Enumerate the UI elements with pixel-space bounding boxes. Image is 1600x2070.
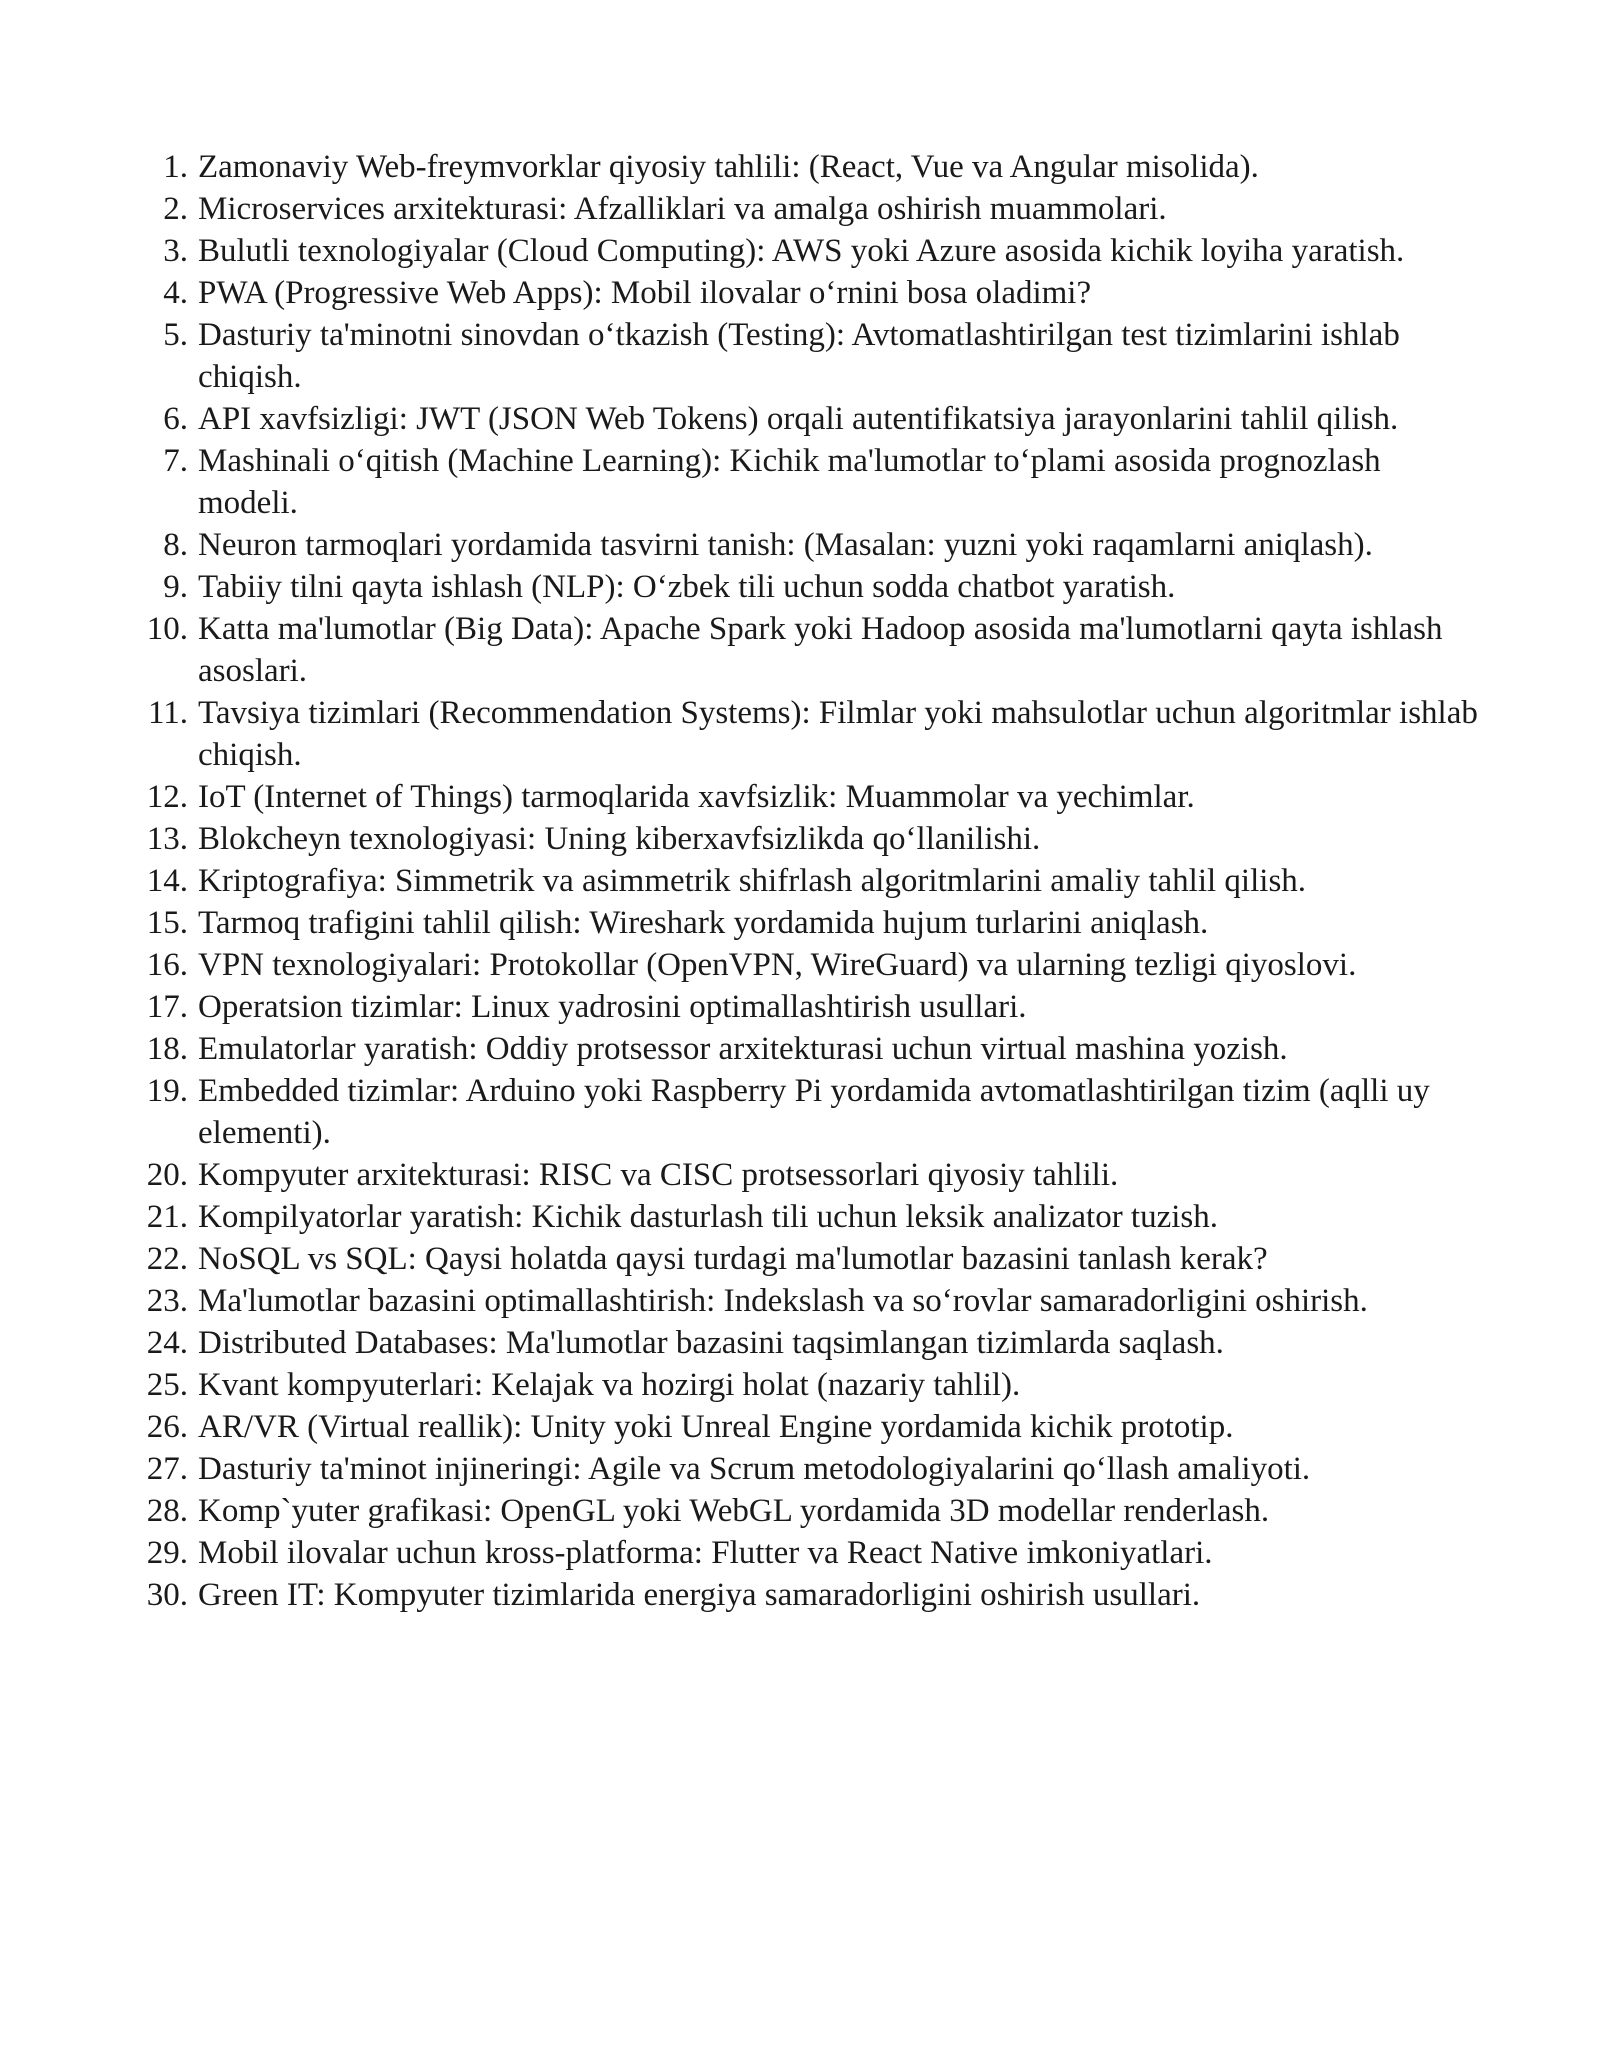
- list-item-text: Operatsion tizimlar: Linux yadrosini optimallashtirish usullari.: [198, 989, 1027, 1025]
- list-item-number: 29.: [146, 1535, 188, 1571]
- list-item: [138, 944, 1478, 986]
- list-item-text: Zamonaviy Web-freymvorklar qiyosiy tahlili: (React, Vue va Angular misolida).: [198, 149, 1259, 185]
- list-item: [138, 902, 1478, 944]
- list-item-number: 3.: [163, 233, 188, 269]
- list-item: [138, 692, 1478, 776]
- list-item-text: AR/VR (Virtual reallik): Unity yoki Unreal Engine yordamida kichik prototip.: [198, 1409, 1234, 1445]
- list-item-text: API xavfsizligi: JWT (JSON Web Tokens) orqali autentifikatsiya jarayonlarini tahlil qilish.: [198, 401, 1399, 437]
- list-item: [138, 818, 1478, 860]
- list-item-number: 11.: [147, 695, 188, 731]
- list-item-number: 19.: [146, 1073, 188, 1109]
- list-item-text: IoT (Internet of Things) tarmoqlarida xavfsizlik: Muammolar va yechimlar.: [198, 779, 1195, 815]
- list-item-text: Kvant kompyuterlari: Kelajak va hozirgi holat (nazariy tahlil).: [198, 1367, 1021, 1403]
- list-item: [138, 1574, 1478, 1616]
- list-item: [138, 1490, 1478, 1532]
- list-item-text: Katta ma'lumotlar (Big Data): Apache Spark yoki Hadoop asosida ma'lumotlarni qayta ishlash asoslari.: [198, 611, 1443, 689]
- list-item: [138, 440, 1478, 524]
- topic-list: [138, 146, 1478, 1616]
- list-item: [138, 860, 1478, 902]
- list-item-text: Mobil ilovalar uchun kross-platforma: Flutter va React Native imkoniyatlari.: [198, 1535, 1213, 1571]
- list-item-text: Kompyuter arxitekturasi: RISC va CISC protsessorlari qiyosiy tahlili.: [198, 1157, 1119, 1193]
- list-item-text: Komp`yuter grafikasi: OpenGL yoki WebGL yordamida 3D modellar renderlash.: [198, 1493, 1270, 1529]
- list-item-text: Dasturiy ta'minot injineringi: Agile va Scrum metodologiyalarini qo‘llash amaliyoti.: [198, 1451, 1311, 1487]
- list-item-number: 28.: [146, 1493, 188, 1529]
- list-item-text: Microservices arxitekturasi: Afzalliklari va amalga oshirish muammolari.: [198, 191, 1167, 227]
- list-item-number: 12.: [146, 779, 188, 815]
- list-item: [138, 146, 1478, 188]
- list-item: [138, 1238, 1478, 1280]
- list-item-text: Tavsiya tizimlari (Recommendation Systems): Filmlar yoki mahsulotlar uchun algoritmlar ishlab chiqish.: [198, 695, 1478, 773]
- list-item-number: 4.: [163, 275, 188, 311]
- list-item-text: Bulutli texnologiyalar (Cloud Computing): AWS yoki Azure asosida kichik loyiha yaratish.: [198, 233, 1405, 269]
- list-item-text: Green IT: Kompyuter tizimlarida energiya samaradorligini oshirish usullari.: [198, 1577, 1201, 1613]
- list-item-number: 20.: [146, 1157, 188, 1193]
- list-item-number: 15.: [146, 905, 188, 941]
- list-item-number: 26.: [146, 1409, 188, 1445]
- list-item-number: 8.: [163, 527, 188, 563]
- list-item-number: 1.: [163, 149, 188, 185]
- list-item-text: Embedded tizimlar: Arduino yoki Raspberry Pi yordamida avtomatlashtirilgan tizim (aqlli uy elementi).: [198, 1073, 1430, 1151]
- list-item: [138, 230, 1478, 272]
- list-item-text: Blokcheyn texnologiyasi: Uning kiberxavfsizlikda qo‘llanilishi.: [198, 821, 1041, 857]
- list-item: [138, 776, 1478, 818]
- list-item-number: 21.: [146, 1199, 188, 1235]
- list-item-number: 10.: [146, 611, 188, 647]
- list-item-text: NoSQL vs SQL: Qaysi holatda qaysi turdagi ma'lumotlar bazasini tanlash kerak?: [198, 1241, 1268, 1277]
- list-item-number: 6.: [163, 401, 188, 437]
- list-item-number: 2.: [163, 191, 188, 227]
- list-item-text: Kriptografiya: Simmetrik va asimmetrik shifrlash algoritmlarini amaliy tahlil qilish.: [198, 863, 1307, 899]
- list-item: [138, 524, 1478, 566]
- list-item: [138, 986, 1478, 1028]
- list-item: [138, 1448, 1478, 1490]
- list-item-number: 13.: [146, 821, 188, 857]
- list-item-text: Tarmoq trafigini tahlil qilish: Wireshark yordamida hujum turlarini aniqlash.: [198, 905, 1209, 941]
- list-item-number: 27.: [146, 1451, 188, 1487]
- list-item: [138, 1364, 1478, 1406]
- list-item-text: Tabiiy tilni qayta ishlash (NLP): O‘zbek tili uchun sodda chatbot yaratish.: [198, 569, 1176, 605]
- list-item: [138, 272, 1478, 314]
- list-item-text: PWA (Progressive Web Apps): Mobil ilovalar o‘rnini bosa oladimi?: [198, 275, 1092, 311]
- list-item: [138, 566, 1478, 608]
- list-item-number: 23.: [146, 1283, 188, 1319]
- list-item-number: 9.: [163, 569, 188, 605]
- list-item-text: Ma'lumotlar bazasini optimallashtirish: Indekslash va so‘rovlar samaradorligini oshirish.: [198, 1283, 1368, 1319]
- list-item-text: Kompilyatorlar yaratish: Kichik dasturlash tili uchun leksik analizator tuzish.: [198, 1199, 1219, 1235]
- list-item: [138, 314, 1478, 398]
- list-item-number: 22.: [146, 1241, 188, 1277]
- list-item-number: 18.: [146, 1031, 188, 1067]
- list-item: [138, 1280, 1478, 1322]
- list-item: [138, 1154, 1478, 1196]
- list-item-text: Mashinali o‘qitish (Machine Learning): Kichik ma'lumotlar to‘plami asosida prognozlash modeli.: [198, 443, 1381, 521]
- list-item: [138, 1322, 1478, 1364]
- list-item-number: 5.: [163, 317, 188, 353]
- list-item-text: VPN texnologiyalari: Protokollar (OpenVPN, WireGuard) va ularning tezligi qiyoslovi.: [198, 947, 1357, 983]
- list-item: [138, 1070, 1478, 1154]
- list-item-number: 30.: [146, 1577, 188, 1613]
- list-item: [138, 1406, 1478, 1448]
- list-item: [138, 608, 1478, 692]
- list-item-number: 16.: [146, 947, 188, 983]
- list-item-text: Neuron tarmoqlari yordamida tasvirni tanish: (Masalan: yuzni yoki raqamlarni aniqlash).: [198, 527, 1373, 563]
- list-item: [138, 1196, 1478, 1238]
- list-item: [138, 188, 1478, 230]
- list-item-text: Dasturiy ta'minotni sinovdan o‘tkazish (Testing): Avtomatlashtirilgan test tizimlarini ishlab chiqish.: [198, 317, 1400, 395]
- list-item-number: 24.: [146, 1325, 188, 1361]
- list-item-number: 25.: [146, 1367, 188, 1403]
- list-item-text: Emulatorlar yaratish: Oddiy protsessor arxitekturasi uchun virtual mashina yozish.: [198, 1031, 1288, 1067]
- list-item-number: 17.: [146, 989, 188, 1025]
- list-item: [138, 398, 1478, 440]
- list-item-text: Distributed Databases: Ma'lumotlar bazasini taqsimlangan tizimlarda saqlash.: [198, 1325, 1224, 1361]
- list-item-number: 7.: [163, 443, 188, 479]
- list-item: [138, 1028, 1478, 1070]
- list-item: [138, 1532, 1478, 1574]
- list-item-number: 14.: [146, 863, 188, 899]
